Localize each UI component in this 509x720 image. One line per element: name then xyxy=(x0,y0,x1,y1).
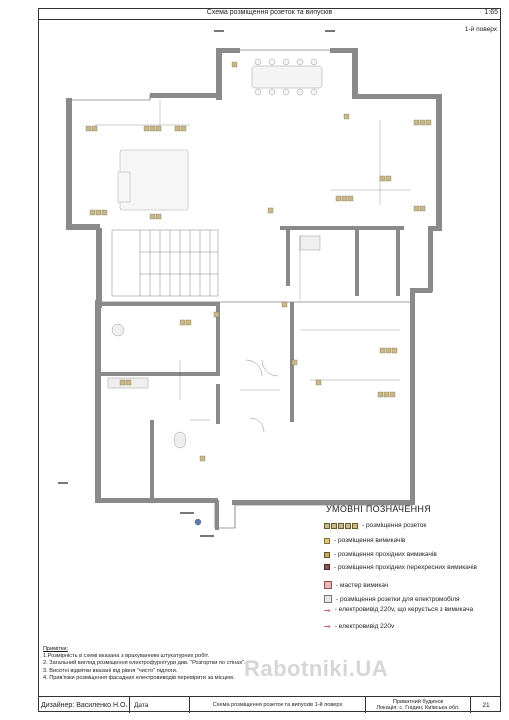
switch-icon xyxy=(324,538,330,544)
note-line: 2. Загальний вигляд розміщення електрофурнітури див. "Розгортки по стінах". xyxy=(43,660,246,667)
notes-title: Примітки: xyxy=(43,646,69,652)
legend-label: - мастер вимикач xyxy=(336,581,389,589)
legend-label: - електровивід 220v xyxy=(334,623,395,630)
note-line: 4. Прив'язки розміщення фасадних електровиводів перевірити за місцем. xyxy=(43,674,235,681)
page-number-cell xyxy=(471,697,501,713)
project-location: Локація: с. Гнідин, Київська обл. xyxy=(376,705,460,711)
legend-label: - розміщення прохідних перехресних вимикачів xyxy=(334,564,478,571)
notes xyxy=(43,646,246,682)
legend-label: - розміщення вимикачів xyxy=(334,537,406,544)
pass-switch-icon xyxy=(324,552,330,558)
title-block xyxy=(38,696,501,712)
legend-item-master-switch xyxy=(324,581,388,589)
legend-item-pass-switches xyxy=(324,551,437,558)
switched-outlet-icon: ⊸ xyxy=(324,606,331,615)
designer-cell xyxy=(38,697,130,713)
legend-item-outlet xyxy=(324,622,394,631)
floor-label: 1-й поверх xyxy=(464,26,497,33)
legend-item-sockets xyxy=(324,522,426,529)
watermark: Rabotniki.UA xyxy=(244,656,389,681)
sheet-title-cell xyxy=(190,697,366,713)
note-line: 3. Висотні відмітки вказані від рівня "чисто" підлоги. xyxy=(43,667,178,674)
cross-switch-icon xyxy=(324,564,330,570)
legend-item-cross-switches xyxy=(324,564,494,571)
sheet-title: Схема розміщення розеток та випусків xyxy=(206,9,333,16)
project-cell xyxy=(366,697,471,713)
legend-title: УМОВНІ ПОЗНАЧЕННЯ xyxy=(326,504,432,514)
ev-socket-icon xyxy=(324,595,332,603)
date-cell xyxy=(130,697,190,713)
page-number: 21 xyxy=(482,701,490,709)
legend-label: - розміщення прохідних вимикачів xyxy=(334,551,437,558)
legend-label: - електровивід 220v, що керується з вимикача xyxy=(334,606,474,613)
socket-icon xyxy=(324,523,358,529)
legend-label: - розміщення розеток xyxy=(362,522,427,529)
designer-name: Дизайнер: Василенко Н.О. xyxy=(41,701,128,709)
legend-item-ev-socket xyxy=(324,595,460,603)
legend-item-switched-outlet xyxy=(324,606,494,615)
project-name: Приватний будинок xyxy=(392,698,444,705)
note-line: 1.Розмірність в схемі вказана з врахуванням штукатурних робіт. xyxy=(43,653,210,660)
outlet-icon: ⊸ xyxy=(324,622,331,631)
legend-label: - розміщення розетки для електромобіля xyxy=(336,595,460,603)
scale-label: 1:65 xyxy=(484,9,498,16)
legend-item-switches xyxy=(324,537,405,544)
date-label: Дата xyxy=(134,701,149,709)
master-switch-icon xyxy=(324,581,332,589)
stamp-sheet-title: Схема розміщення розеток та випусків 1-й поверх xyxy=(212,702,343,708)
